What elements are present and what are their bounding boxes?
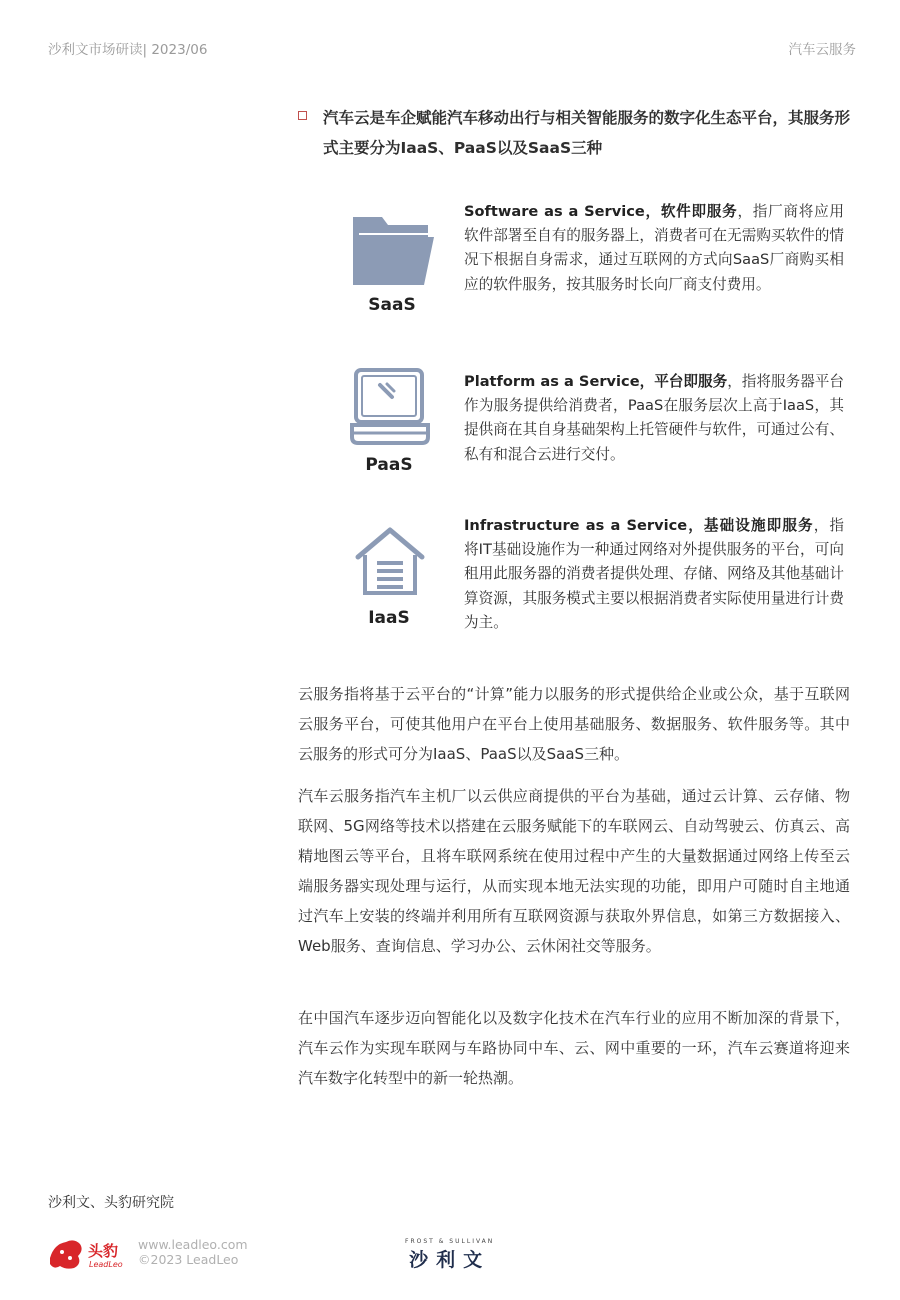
copyright: ©2023 LeadLeo (138, 1252, 239, 1267)
header-section-title: 汽车云服务 (788, 42, 856, 58)
iaas-description (464, 514, 844, 635)
frost-sullivan-logo (405, 1238, 494, 1272)
headline (298, 103, 858, 163)
iaas-desc-text: ，指将IT基础设施作为一种通过网络对外提供服务的平台，可向租用此服务器的消费者提供处理、存储、网络及其他基础计算资源，其服务模式主要以根据消费者实际使用量进行计费为主。 (464, 517, 844, 631)
saas-desc-text: ，指厂商将应用软件部署至自有的服务器上，消费者可在无需购买软件的情况下根据自身需求，通过互联网的方式向SaaS厂商购买相应的软件服务，按其服务时长向厂商支付费用。 (464, 203, 844, 293)
saas-description (464, 200, 844, 297)
leadleo-logo (48, 1236, 132, 1276)
svg-text:头豹: 头豹 (88, 1242, 119, 1260)
saas-title: Software as a Service，软件即服务 (464, 203, 738, 220)
saas-label: SaaS (368, 295, 416, 315)
leopard-icon (48, 1236, 132, 1272)
warehouse-icon (355, 527, 425, 597)
laptop-icon (350, 367, 430, 447)
header-report-title: 沙利文市场研读| 2023/06 (48, 42, 208, 58)
paas-title: Platform as a Service，平台即服务 (464, 373, 728, 390)
folder-icon (352, 213, 436, 287)
iaas-label: IaaS (368, 608, 410, 628)
paas-desc-text: ，指将服务器平台作为服务提供给消费者，PaaS在服务层次上高于IaaS，其提供商在其自身基础架构上托管硬件与软件，可通过公有、私有和混合云进行交付。 (464, 373, 844, 463)
paragraph-auto-cloud: 汽车云服务指汽车主机厂以云供应商提供的平台为基础，通过云计算、云存储、物联网、5G网络等技术以搭建在云服务赋能下的车联网云、自动驾驶云、仿真云、高精地图云等平台，且将车联网系统在使用过程中产生的大量数据通过网络上传至云端服务器实现处理与运行，从而实现本地无法实现的功能，即用户可随时自主地通过汽车上安装的终端并利用所有互联网资源与获取外界信息，如第三方数据接入、Web服务、查询信息、学习办公、云休闲社交等服务。 (298, 787, 850, 955)
paragraph-trend: 在中国汽车逐步迈向智能化以及数字化技术在汽车行业的应用不断加深的背景下，汽车云作为实现车联网与车路协同中车、云、网中重要的一环，汽车云赛道将迎来汽车数字化转型中的新一轮热潮。 (298, 1009, 850, 1087)
site-url: www.leadleo.com (138, 1237, 248, 1252)
source-note: 沙利文、头豹研究院 (48, 1195, 174, 1211)
fs-logo-english: FROST & SULLIVAN (405, 1238, 495, 1245)
paas-description (464, 370, 844, 467)
paragraph-cloud-service: 云服务指将基于云平台的“计算”能力以服务的形式提供给企业或公众，基于互联网云服务平台，可使其他用户在平台上使用基础服务、数据服务、软件服务等。其中云服务的形式可分为IaaS、PaaS以及SaaS三种。 (298, 685, 850, 763)
site-info (138, 1237, 248, 1267)
paas-label: PaaS (365, 455, 413, 475)
square-bullet-icon (298, 111, 307, 120)
headline-text: 汽车云是车企赋能汽车移动出行与相关智能服务的数字化生态平台，其服务形式主要分为IaaS、PaaS以及SaaS三种 (323, 109, 851, 157)
fs-logo-chinese: 沙利文 (409, 1249, 491, 1271)
iaas-title: Infrastructure as a Service，基础设施即服务 (464, 517, 814, 534)
svg-text:LeadLeo: LeadLeo (89, 1260, 123, 1269)
